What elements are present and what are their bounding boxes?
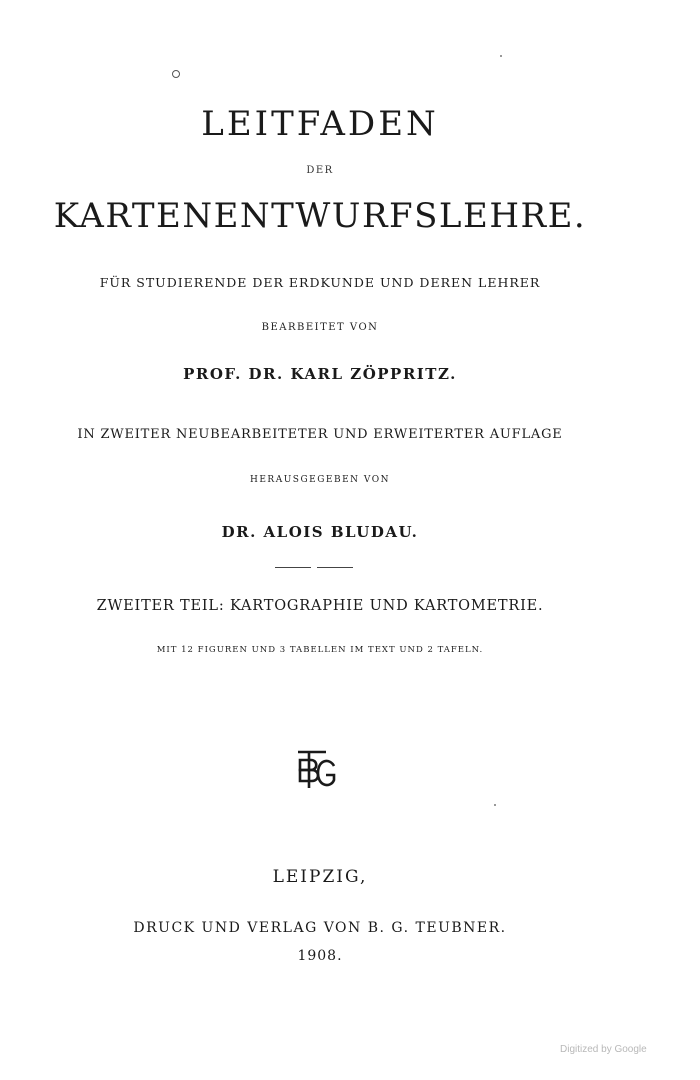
published-by-label: HERAUSGEGEBEN VON [250, 475, 390, 485]
divider-rule-left [275, 567, 311, 568]
audience-line: FÜR STUDIERENDE DER ERDKUNDE UND DEREN LEHRER [99, 275, 541, 290]
title-line-1: LEITFADEN [201, 104, 439, 144]
divider-rule-right [317, 567, 353, 568]
imprint-printer: DRUCK UND VERLAG VON B. G. TEUBNER. [133, 920, 507, 936]
author-name: PROF. DR. KARL ZÖPPRITZ. [183, 365, 457, 383]
edition-line: IN ZWEITER NEUBEARBEITETER UND ERWEITERTER AUFLAGE [77, 427, 563, 442]
imprint-city: LEIPZIG, [272, 867, 368, 887]
imprint-year: 1908. [297, 948, 343, 964]
figures-note: MIT 12 FIGUREN UND 3 TABELLEN IM TEXT UND 2 TAFELN. [156, 645, 484, 655]
editor-name: DR. ALOIS BLUDAU. [221, 523, 419, 541]
title-connector: DER [306, 165, 334, 176]
ink-mark [172, 70, 180, 78]
title-line-2: KARTENENTWURFSLEHRE. [53, 196, 587, 236]
publisher-monogram-icon [296, 748, 336, 792]
paper-speck [494, 804, 496, 806]
scan-watermark: Digitized by Google [560, 1044, 647, 1055]
paper-speck [500, 55, 502, 57]
edited-by-label: BEARBEITET VON [261, 322, 379, 333]
part-title: ZWEITER TEIL: KARTOGRAPHIE UND KARTOMETRIE. [96, 598, 544, 614]
